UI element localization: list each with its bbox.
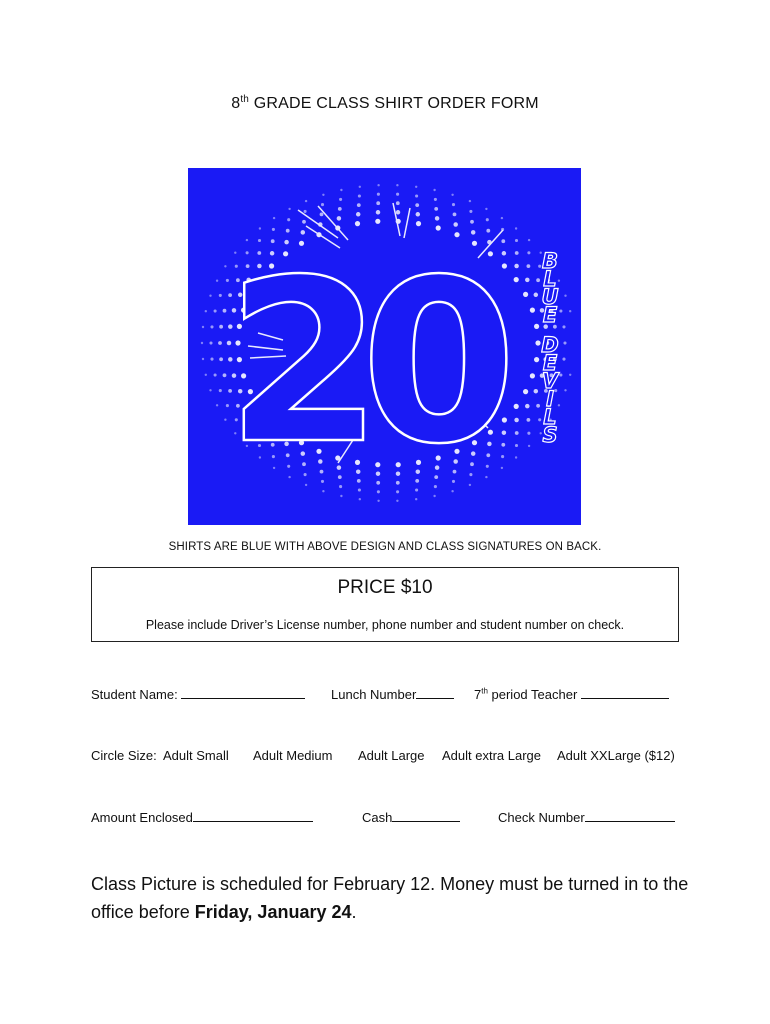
- logo-dot: [451, 194, 453, 196]
- logo-dot: [501, 467, 503, 469]
- logo-dot: [321, 203, 324, 206]
- logo-dot: [340, 189, 342, 191]
- logo-dot: [288, 208, 290, 210]
- check-number-blank[interactable]: [585, 809, 675, 822]
- logo-dot: [536, 404, 540, 408]
- logo-dot: [416, 221, 421, 226]
- teacher-superscript: th: [481, 686, 488, 696]
- logo-dot: [218, 341, 222, 345]
- student-name-field[interactable]: [91, 686, 305, 702]
- logo-dot: [569, 374, 571, 376]
- logo-dot: [216, 404, 218, 406]
- circle-size-label: Circle Size:: [91, 748, 157, 763]
- logo-dot: [201, 342, 203, 344]
- logo-dot: [396, 193, 399, 196]
- logo-dot: [502, 251, 507, 256]
- logo-dot: [376, 201, 380, 205]
- logo-dot: [562, 325, 565, 328]
- logo-dot: [515, 431, 519, 435]
- logo-dot: [501, 217, 503, 219]
- logo-dot: [205, 374, 207, 376]
- logo-dot: [502, 263, 507, 268]
- logo-dot: [515, 251, 519, 255]
- cash-label: Cash: [362, 810, 393, 825]
- logo-dot: [534, 324, 539, 329]
- logo-dot: [415, 194, 418, 197]
- logo-dot: [396, 201, 400, 205]
- logo-dot: [501, 239, 505, 243]
- logo-dot: [305, 200, 307, 202]
- logo-dot: [515, 456, 517, 458]
- logo-dot: [375, 219, 380, 224]
- logo-dot: [515, 239, 518, 242]
- logo-dot: [469, 210, 472, 213]
- lunch-number-field[interactable]: [331, 686, 454, 702]
- logo-dot: [452, 203, 455, 206]
- logo-dot: [259, 227, 261, 229]
- logo-dot: [453, 222, 458, 227]
- logo-dot: [486, 218, 489, 221]
- logo-dot: [322, 194, 324, 196]
- logo-team-letter: I: [546, 387, 554, 411]
- logo-dot: [564, 295, 566, 297]
- logo-dot: [523, 389, 528, 394]
- logo-dot: [396, 210, 401, 215]
- logo-dot: [219, 294, 222, 297]
- logo-dot: [562, 358, 565, 361]
- notice-deadline-date: Friday, January 24: [194, 902, 352, 922]
- logo-dot: [377, 184, 379, 186]
- notice-text-end: .: [351, 902, 357, 922]
- logo-team-letter: E: [542, 351, 558, 375]
- logo-dot: [434, 198, 437, 201]
- logo-dot: [470, 220, 474, 224]
- logo-dot: [320, 213, 324, 217]
- logo-dot: [514, 264, 519, 269]
- size-option-adult-medium[interactable]: Adult Medium: [253, 748, 333, 763]
- logo-dot: [538, 418, 541, 421]
- logo-number: 20: [226, 232, 496, 494]
- logo-dot: [563, 341, 566, 344]
- logo-dot: [558, 404, 560, 406]
- lunch-number-blank[interactable]: [416, 686, 454, 699]
- payment-note: Please include Driver’s License number, phone number and student number on check.: [145, 618, 625, 632]
- logo-dot: [502, 417, 507, 422]
- logo-dot: [435, 216, 440, 221]
- logo-dot: [527, 251, 530, 254]
- logo-dot: [359, 186, 361, 188]
- logo-dot: [523, 292, 528, 297]
- logo-dot: [527, 264, 531, 268]
- logo-dot: [436, 225, 441, 230]
- cash-field[interactable]: [362, 809, 460, 825]
- logo-dot: [514, 418, 519, 423]
- logo-dot: [433, 189, 435, 191]
- logo-dot: [415, 203, 419, 207]
- check-number-label: Check Number: [498, 810, 585, 825]
- logo-team-letter: U: [541, 285, 559, 309]
- logo-dot: [202, 326, 204, 328]
- size-option-adult-extra-large[interactable]: Adult extra Large: [442, 748, 542, 763]
- logo-dot: [357, 203, 361, 207]
- logo-dot: [558, 280, 560, 282]
- logo-dot: [359, 498, 361, 500]
- teacher-field[interactable]: [474, 686, 669, 702]
- logo-dot: [538, 265, 541, 268]
- logo-dot: [514, 277, 519, 282]
- logo-dot: [214, 373, 217, 376]
- blue-devils-20-logo: [188, 168, 581, 525]
- logo-dot: [302, 220, 306, 224]
- logo-dot: [530, 308, 535, 313]
- size-option-adult-small[interactable]: Adult Small: [163, 748, 229, 763]
- logo-dot: [209, 389, 211, 391]
- logo-dot: [530, 373, 535, 378]
- logo-dot: [415, 498, 417, 500]
- teacher-prefix: 7: [474, 687, 482, 702]
- logo-dot: [515, 444, 518, 447]
- class-logo-image: [188, 168, 581, 525]
- student-name-label: Student Name:: [91, 687, 178, 702]
- logo-dot: [536, 278, 540, 282]
- logo-dot: [376, 210, 381, 215]
- logo-dot: [210, 325, 213, 328]
- logo-dot: [340, 495, 342, 497]
- logo-dot: [377, 500, 379, 502]
- cash-blank[interactable]: [392, 809, 460, 822]
- logo-dot: [514, 404, 519, 409]
- logo-dot: [396, 184, 398, 186]
- check-number-field[interactable]: [498, 809, 675, 825]
- logo-dot: [214, 309, 217, 312]
- logo-dot: [287, 218, 290, 221]
- teacher-label: period Teacher: [487, 687, 578, 702]
- logo-dot: [304, 210, 307, 213]
- amount-enclosed-blank[interactable]: [193, 809, 313, 822]
- shirt-description: SHIRTS ARE BLUE WITH ABOVE DESIGN AND CLASS SIGNATURES ON BACK.: [168, 541, 602, 553]
- logo-dot: [355, 221, 360, 226]
- logo-dot: [559, 373, 562, 376]
- logo-dot: [219, 325, 223, 329]
- price-label: PRICE $10: [337, 577, 433, 598]
- logo-team-letter: L: [543, 405, 557, 429]
- logo-dot: [434, 207, 438, 211]
- title-text: GRADE CLASS SHIRT ORDER FORM: [249, 95, 539, 112]
- logo-dot: [453, 213, 457, 217]
- logo-dot: [469, 200, 471, 202]
- logo-dot: [209, 295, 211, 297]
- lunch-number-label: Lunch Number: [331, 687, 417, 702]
- logo-dot: [534, 389, 539, 394]
- logo-dot: [202, 358, 204, 360]
- logo-dot: [515, 227, 517, 229]
- price-box: [91, 567, 679, 642]
- amount-enclosed-label: Amount Enclosed: [91, 810, 193, 825]
- logo-dot: [209, 341, 212, 344]
- logo-dot: [339, 198, 342, 201]
- title-superscript: th: [240, 94, 250, 105]
- logo-dot: [485, 208, 487, 210]
- logo-dot: [377, 193, 380, 196]
- logo-dot: [564, 389, 566, 391]
- notice-text: Class Picture is scheduled for February 12. Money must be turned in to the office before: [91, 874, 689, 922]
- logo-team-letter: L: [543, 267, 557, 291]
- student-name-blank[interactable]: [181, 686, 305, 699]
- logo-dot: [205, 310, 207, 312]
- logo-team-letter: V: [541, 369, 559, 393]
- logo-dot: [337, 216, 342, 221]
- page-title: [0, 94, 770, 113]
- logo-dot: [535, 340, 540, 345]
- logo-dot: [210, 358, 213, 361]
- logo-dot: [501, 455, 504, 458]
- logo-dot: [527, 418, 531, 422]
- size-option-adult-large[interactable]: Adult Large: [358, 748, 425, 763]
- logo-dot: [525, 404, 530, 409]
- logo-dot: [569, 310, 571, 312]
- logo-dot: [528, 239, 530, 241]
- logo-dot: [525, 278, 530, 283]
- title-prefix: 8: [231, 95, 241, 112]
- size-option-adult-xxlarge[interactable]: Adult XXLarge ($12): [557, 748, 675, 763]
- logo-dot: [219, 389, 222, 392]
- logo-dot: [501, 443, 505, 447]
- logo-dot: [534, 357, 539, 362]
- logo-dot: [272, 228, 275, 231]
- teacher-blank[interactable]: [581, 686, 669, 699]
- logo-team-letter: D: [541, 333, 559, 357]
- logo-dot: [415, 186, 417, 188]
- logo-team-letter: S: [542, 423, 558, 447]
- logo-dot: [219, 357, 223, 361]
- amount-enclosed-field[interactable]: [91, 809, 313, 825]
- logo-dot: [396, 500, 398, 502]
- logo-dot: [502, 430, 507, 435]
- logo-team-letter: B: [541, 249, 559, 273]
- class-picture-notice: [91, 870, 691, 926]
- logo-dot: [216, 280, 218, 282]
- logo-dot: [358, 194, 361, 197]
- logo-dot: [559, 309, 562, 312]
- logo-dot: [528, 445, 530, 447]
- logo-dot: [433, 495, 435, 497]
- logo-team-letter: E: [542, 303, 558, 327]
- logo-dot: [356, 212, 361, 217]
- logo-dot: [338, 207, 342, 211]
- logo-dot: [527, 432, 530, 435]
- logo-dot: [416, 212, 421, 217]
- logo-dot: [534, 293, 539, 298]
- logo-dot: [273, 217, 275, 219]
